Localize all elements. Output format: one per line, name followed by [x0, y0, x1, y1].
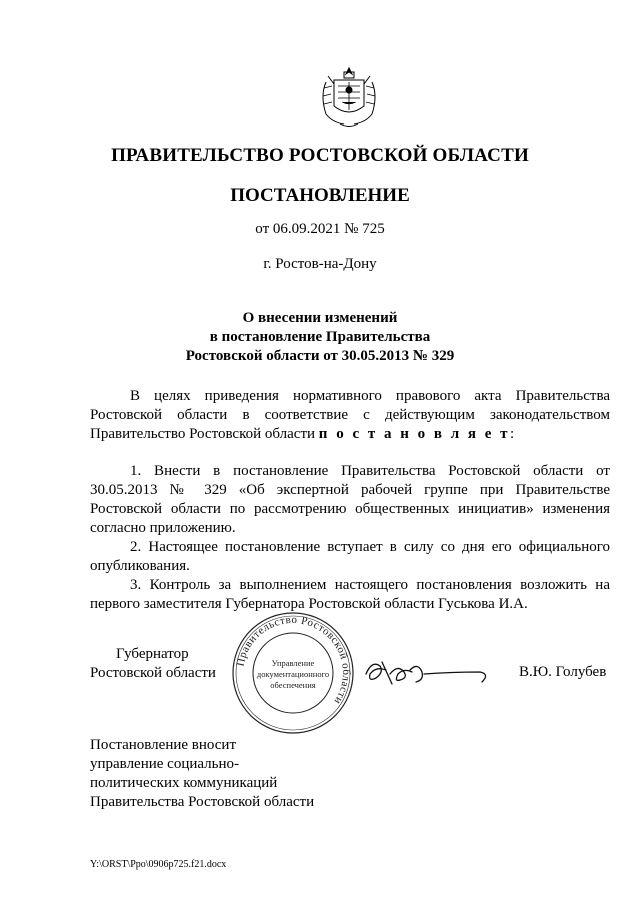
seal-inner-text: документационного	[256, 669, 330, 679]
government-title: ПРАВИТЕЛЬСТВО РОСТОВСКОЙ ОБЛАСТИ	[111, 145, 529, 166]
seal-ring-text: Правительство Ростовской области	[234, 613, 353, 707]
file-path: Y:\ORST\Ppo\0906p725.f21.docx	[90, 859, 227, 870]
signatory-role-line: Ростовской области	[90, 665, 216, 681]
subject-line: О внесении изменений	[242, 310, 398, 326]
preamble-text: В целях приведения нормативного правового акта Правительства Ростовской области в соответствие с действующим законодательством Правительство Ростовской области	[90, 388, 610, 442]
prepared-by-line: Постановление вносит	[90, 737, 237, 753]
document-city: г. Ростов-на-Дону	[263, 256, 377, 272]
handwritten-signature-icon	[362, 652, 492, 692]
official-seal-icon	[230, 610, 356, 736]
signatory-role-line: Губернатор	[116, 646, 189, 662]
resolution-items	[90, 462, 610, 614]
prepared-by-block	[90, 736, 314, 812]
prepared-by-line: Правительства Ростовской области	[90, 794, 315, 810]
signatory-role	[90, 645, 216, 683]
subject-line: в постановление Правительства	[209, 329, 431, 345]
seal-inner-text: Управление	[271, 658, 315, 668]
document-date-number: от 06.09.2021 № 725	[255, 221, 385, 237]
coat-of-arms-icon	[314, 62, 384, 132]
preamble-end: :	[510, 426, 515, 442]
document-type: ПОСТАНОВЛЕНИЕ	[230, 185, 410, 206]
preamble-paragraph	[90, 387, 610, 444]
resolves-keyword: п о с т а н о в л я е т	[318, 426, 511, 442]
resolution-item: 2. Настоящее постановление вступает в силу со дня его официального опубликования.	[90, 539, 610, 574]
subject-line: Ростовской области от 30.05.2013 № 329	[185, 348, 455, 364]
seal-inner-text: обеспечения	[270, 680, 316, 690]
signatory-name: В.Ю. Голубев	[519, 664, 607, 680]
resolution-item: 1. Внести в постановление Правительства Ростовской области от 30.05.2013 № 329 «Об экспертной рабочей группе при Правительстве Ростовской области по рассмотрению общественных инициатив» изменения согласно приложению.	[90, 463, 610, 536]
resolution-item: 3. Контроль за выполнением настоящего постановления возложить на первого заместителя Губернатора Ростовской области Гуськова И.А.	[90, 577, 610, 612]
prepared-by-line: управление социально-	[90, 756, 240, 772]
document-subject	[0, 309, 640, 366]
prepared-by-line: политических коммуникаций	[90, 775, 278, 791]
